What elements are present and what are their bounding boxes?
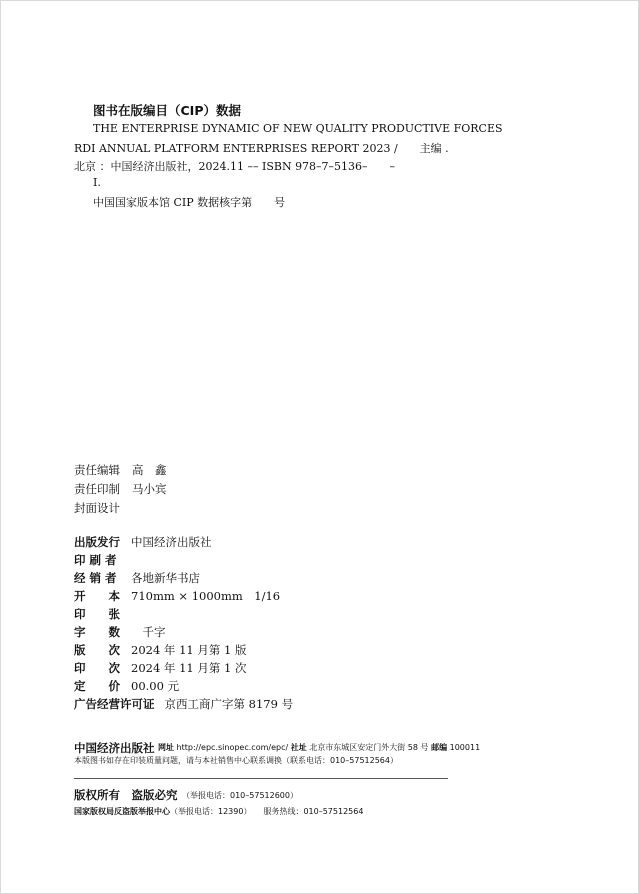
pub-value: 2024 年 11 月第 1 版 — [131, 643, 247, 657]
pub-row-distributor — [74, 570, 200, 586]
footer-contact-info — [158, 742, 480, 753]
pub-row-impression — [74, 660, 247, 676]
ad-license-value: 京西工商广字第 8179 号 — [164, 697, 294, 711]
pub-value: 00.00 元 — [131, 679, 180, 693]
pub-value: 710mm × 1000mm 1/16 — [131, 589, 281, 603]
footer-divider — [74, 778, 448, 779]
pub-label: 版 次 — [74, 643, 120, 657]
cip-classification-line: Ⅰ. — [93, 176, 101, 189]
pub-value: 2024 年 11 月第 1 次 — [131, 661, 247, 675]
pub-label: 印 次 — [74, 661, 120, 675]
pub-label: 定 价 — [74, 679, 120, 693]
staff-row-printing — [74, 481, 167, 497]
postcode-label: 邮编 — [431, 743, 448, 752]
cip-english-title-2: RDI ANNUAL PLATFORM ENTERPRISES REPORT 2023 / 主编 . — [74, 142, 449, 155]
staff-label: 封面设计 — [74, 501, 120, 515]
pub-row-price — [74, 678, 179, 694]
pub-row-sheets — [74, 606, 131, 622]
quality-note: 本版图书如存在印装质量问题，请与本社销售中心联系调换（联系电话：010–57512564） — [74, 756, 398, 765]
staff-row-editor — [74, 462, 167, 478]
pub-label: 出版发行 — [74, 535, 120, 549]
anti-piracy-center: 国家版权局反盗版举报中心 — [74, 807, 170, 816]
footer-publisher-name: 中国经济出版社 — [74, 741, 155, 755]
pub-label: 字 数 — [74, 625, 120, 639]
staff-value: 马小宾 — [132, 482, 167, 496]
cip-publisher-line: 北京 ：中国经济出版社，2024.11 –– ISBN 978–7–5136– – — [74, 160, 396, 173]
pub-value: 各地新华书店 — [131, 571, 200, 585]
staff-value: 高 鑫 — [132, 463, 167, 477]
pub-value: 千字 — [131, 625, 166, 639]
ad-license-label: 广告经营许可证 — [74, 697, 155, 711]
report-phone: （举报电话：010–57512600） — [182, 791, 298, 800]
cip-title: 图书在版编目（CIP）数据 — [93, 103, 241, 118]
pub-value: 中国经济出版社 — [131, 535, 212, 549]
pub-label: 经 销 者 — [74, 571, 117, 585]
pub-row-publisher — [74, 534, 212, 550]
cip-english-title-1: THE ENTERPRISE DYNAMIC OF NEW QUALITY PRODUCTIVE FORCES — [93, 122, 503, 135]
pub-label: 开 本 — [74, 589, 120, 603]
pub-row-printer — [74, 552, 131, 568]
website-label: 网址 — [158, 743, 174, 752]
address-label: 社址 — [290, 743, 307, 752]
staff-label: 责任印制 — [74, 482, 120, 496]
cip-record-number-line: 中国国家版本馆 CIP 数据核字第 号 — [93, 196, 286, 209]
website-link[interactable]: http://epc.sinopec.com/epc/ — [176, 743, 289, 752]
address-value: 北京市东城区安定门外大街 58 号 — [309, 743, 429, 752]
staff-label: 责任编辑 — [74, 463, 120, 477]
staff-row-cover-design — [74, 500, 132, 516]
copyright-notice: 版权所有 盗版必究 — [74, 788, 178, 802]
pub-row-word-count — [74, 624, 166, 640]
pub-row-edition — [74, 642, 247, 658]
pub-row-ad-license — [74, 696, 293, 712]
anti-piracy-line — [74, 806, 363, 817]
postcode-value: 100011 — [449, 743, 481, 752]
pub-row-format — [74, 588, 280, 604]
anti-piracy-phone: （举报电话：12390） 服务热线：010–57512564 — [170, 807, 364, 816]
pub-label: 印 刷 者 — [74, 553, 117, 567]
pub-label: 印 张 — [74, 607, 120, 621]
